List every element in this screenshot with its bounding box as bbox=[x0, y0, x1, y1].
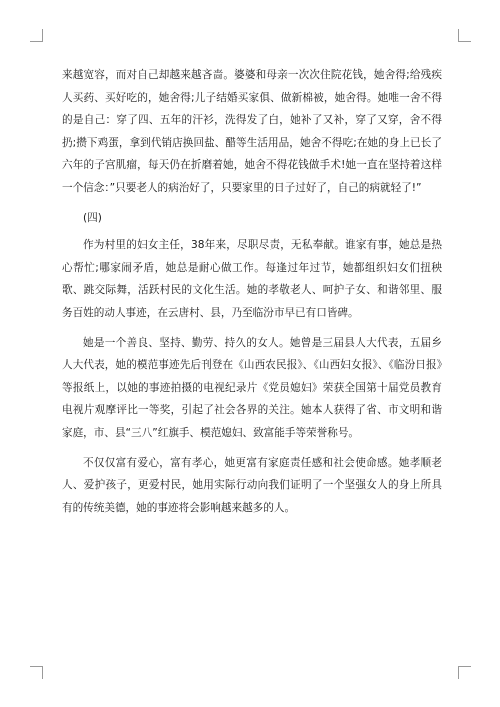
corner-mark-top-right bbox=[458, 29, 471, 42]
section-number: (四) bbox=[83, 211, 102, 224]
paragraph-conclusion: 不仅仅富有爱心，富有孝心，她更富有家庭责任感和社会使命感。她孝顺老人、爱护孩子，更爱村民，她用实际行动向我们证明了一个坚强女人的身上所具有的传统美德，她的事迹将会影响越来越多的人。 bbox=[62, 456, 442, 514]
paragraph-women-director: 作为村里的妇女主任，38年来，尽职尽责，无私奉献。谁家有事，她总是热心帮忙;哪家闹矛盾，她总是耐心做工作。每逢过年过节，她都组织妇女们扭秧歌、跳交际舞，活跃村民的文化生活。她的孝敬老人、呵护子女、和谐邻里、服务百姓的动人事迹，在云唐村、县，乃至临汾市早已有口皆碑。 bbox=[62, 239, 442, 319]
corner-mark-bottom-right bbox=[458, 666, 471, 679]
document-body bbox=[62, 64, 442, 526]
paragraph-honors: 她是一个善良、坚持、勤劳、持久的女人。她曾是三届县人大代表，五届乡人大代表，她的模范事迹先后刊登在《山西农民报》、《山西妇女报》、《临汾日报》等报纸上，以她的事迹拍摄的电视纪录片《党员媳妇》荣获全国第十届党员教育电视片观摩评比一等奖，引起了社会各界的关注。她本人获得了省、市文明和谐家庭，市、县“三八”红旗手、模范媳妇、致富能手等荣誉称号。 bbox=[62, 336, 442, 439]
corner-mark-bottom-left bbox=[30, 666, 43, 679]
corner-mark-top-left bbox=[30, 29, 43, 42]
paragraph-continuation: 来越宽容，而对自己却越来越吝啬。婆婆和母亲一次次住院花钱，她舍得;给残疾人买药、买好吃的，她舍得;儿子结婚买家俱、做新棉被，她舍得。她唯一舍不得的是自己：穿了四、五年的汗衫，洗得发了白，她补了又补，穿了又穿，舍不得扔;攒下鸡蛋，拿到代销店换回盐、醋等生活用品，她舍不得吃;在她的身上已长了六年的子宫肌瘤，每天仍在折磨着她，她舍不得花钱做手术!她一直在坚持着这样一个信念：”只要老人的病治好了，只要家里的日子过好了，自己的病就轻了!” bbox=[62, 69, 442, 194]
